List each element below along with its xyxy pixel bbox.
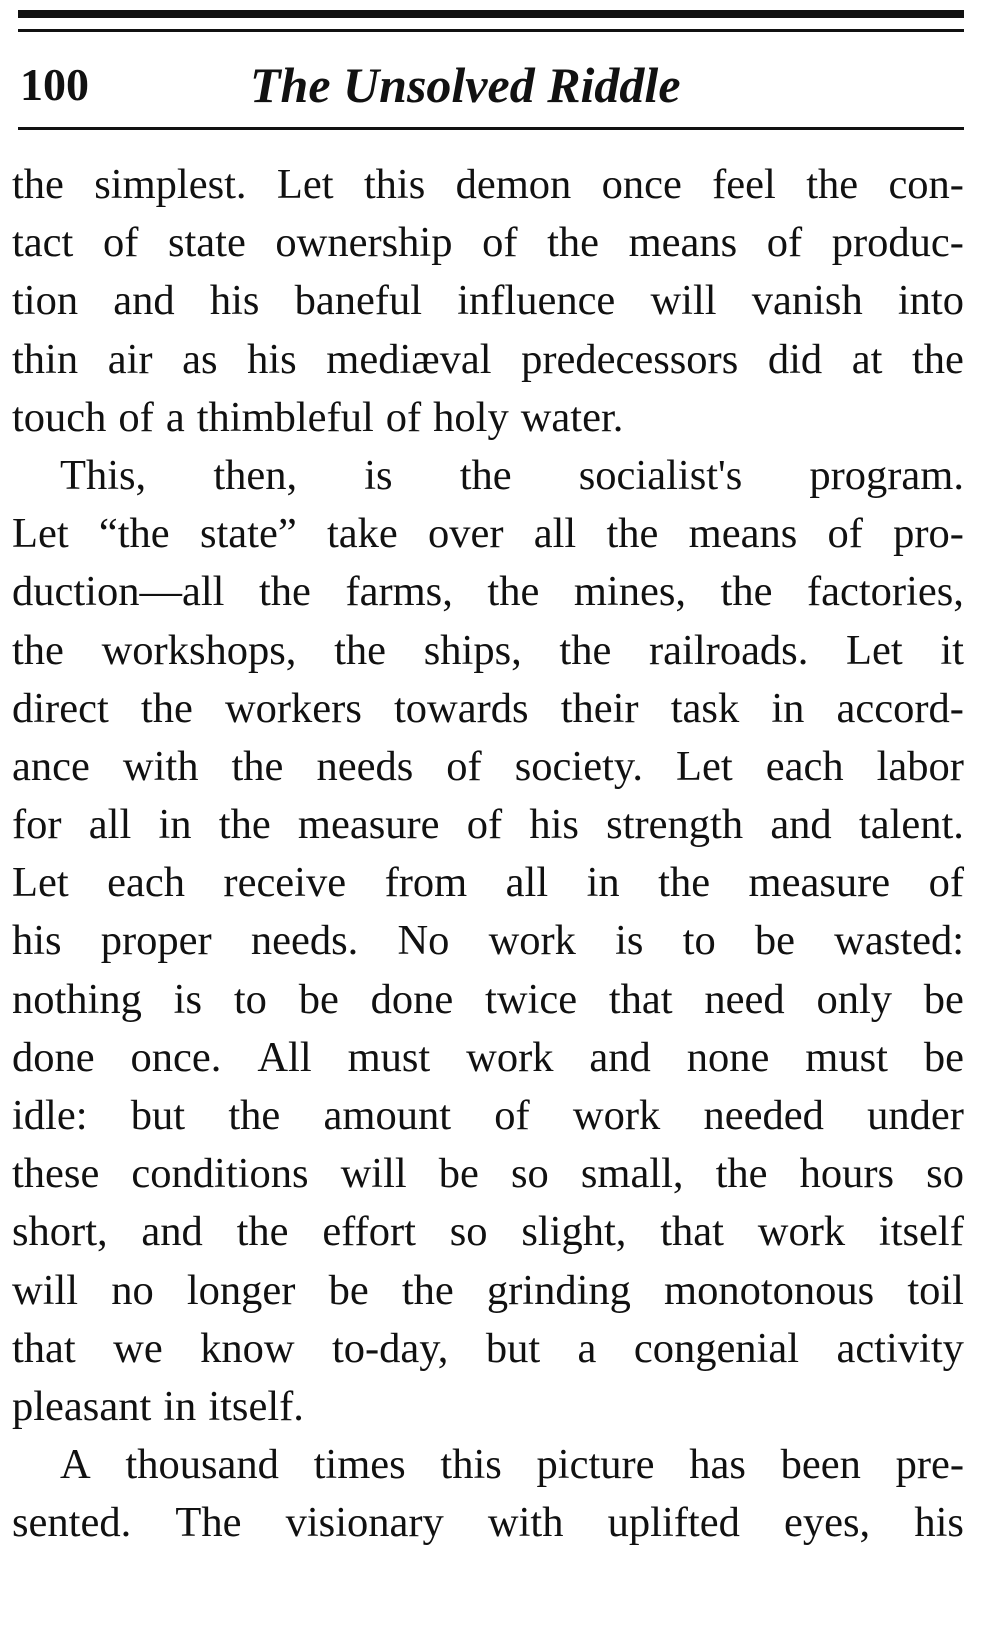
word: then, (213, 451, 298, 499)
page-number: 100 (20, 59, 89, 110)
word: touch (12, 393, 107, 441)
word: must (347, 1033, 431, 1081)
word: need (704, 975, 785, 1023)
word: talent. (858, 801, 964, 849)
word: the (259, 568, 311, 616)
word: measure (748, 859, 891, 907)
word: of (385, 393, 422, 441)
word: short, (12, 1208, 108, 1256)
word: proper (100, 917, 212, 965)
body-text (12, 156, 964, 1553)
word: program. (809, 451, 964, 499)
paragraph (12, 1436, 964, 1552)
word: workers (224, 684, 362, 732)
word: only (816, 975, 892, 1023)
word: the (720, 568, 773, 616)
word: once. (130, 1033, 222, 1081)
word: work (572, 1092, 661, 1139)
word: effort (322, 1208, 416, 1256)
word: the (12, 161, 64, 208)
word: all (505, 859, 549, 907)
word: under (867, 1092, 964, 1139)
word: of (766, 219, 803, 267)
word: Let (12, 859, 69, 907)
word: the (459, 451, 512, 499)
word: been (780, 1441, 861, 1489)
word: work (466, 1033, 554, 1081)
word: needed (703, 1092, 824, 1139)
word: means (688, 510, 798, 558)
word: pleasant (12, 1382, 152, 1430)
word: over (427, 510, 504, 558)
word: is (364, 451, 393, 499)
text-line (12, 214, 964, 272)
text-line (12, 680, 964, 738)
word: ance (12, 742, 90, 790)
word: the (606, 510, 659, 558)
word: holy (433, 393, 509, 441)
word: picture (536, 1441, 655, 1489)
word: hours (799, 1150, 895, 1198)
word: it (940, 626, 964, 674)
word: his (529, 801, 579, 849)
word: the (228, 1092, 281, 1139)
word: of (928, 859, 964, 907)
word: task (670, 684, 740, 732)
word: the (911, 335, 964, 383)
word: in (586, 859, 620, 907)
word: state” (199, 510, 297, 558)
word: at (851, 335, 883, 383)
word: itself. (208, 1382, 304, 1430)
word: take (326, 510, 398, 558)
word: state (167, 219, 246, 267)
word: this (363, 161, 426, 208)
word: so (926, 1150, 964, 1198)
word: as (182, 335, 218, 383)
word: for (12, 801, 62, 849)
word: times (313, 1441, 406, 1489)
word: is (173, 975, 203, 1023)
text-line (12, 563, 964, 621)
word: idle: (12, 1092, 88, 1139)
word: their (560, 684, 639, 732)
word: farms, (345, 568, 453, 616)
word: done (370, 975, 454, 1023)
word: itself (878, 1208, 964, 1256)
word: has (689, 1441, 746, 1489)
word: no (111, 1266, 154, 1314)
word: in (771, 684, 805, 732)
word: this (440, 1441, 502, 1489)
text-line (12, 1029, 964, 1087)
word: to-day, (331, 1324, 449, 1372)
word: each (107, 859, 185, 907)
word: know (200, 1324, 295, 1372)
paragraph (12, 447, 964, 1436)
word: these (12, 1150, 100, 1198)
text-line (12, 331, 964, 389)
word: nothing (12, 975, 142, 1023)
word: so (449, 1208, 488, 1256)
word: once (601, 161, 682, 208)
word: grinding (486, 1266, 631, 1314)
word: means (628, 219, 738, 267)
word: with (122, 742, 199, 790)
word: the (559, 626, 612, 674)
word: uplifted (607, 1499, 740, 1547)
word: work (757, 1208, 846, 1256)
word: the (12, 626, 64, 674)
text-line (12, 272, 964, 330)
word: the (547, 219, 599, 267)
word: baneful (294, 277, 423, 325)
word: and (113, 277, 175, 325)
word: con- (888, 161, 964, 208)
word: the (334, 626, 387, 674)
text-line (12, 1320, 964, 1378)
word: needs. (250, 917, 359, 965)
text-line (12, 1145, 964, 1203)
word: but (130, 1092, 186, 1139)
word: to (233, 975, 267, 1023)
word: pre- (895, 1441, 964, 1489)
paragraph (12, 156, 964, 447)
word: conditions (131, 1150, 309, 1198)
word: Let (846, 626, 903, 674)
word: of (102, 219, 139, 267)
word: simplest. (94, 161, 247, 208)
text-line (12, 389, 964, 447)
text-line (12, 505, 964, 563)
word: predecessors (521, 335, 739, 383)
word: none (686, 1033, 770, 1081)
word: ships, (423, 626, 522, 674)
word: society. (514, 742, 643, 790)
word: slight, (521, 1208, 627, 1256)
word: eyes, (784, 1499, 871, 1547)
word: but (485, 1324, 541, 1372)
word: the (218, 801, 271, 849)
text-line (12, 738, 964, 796)
word: thousand (125, 1441, 279, 1489)
text-line (12, 1262, 964, 1320)
word: in (163, 1382, 197, 1430)
word: thimbleful (196, 393, 374, 441)
word: labor (876, 742, 964, 790)
word: work (488, 917, 576, 965)
word: Let (676, 742, 733, 790)
word: the (401, 1266, 454, 1314)
word: receive (223, 859, 347, 907)
word: done (12, 1033, 95, 1081)
word: factories, (806, 568, 964, 616)
word: mines, (573, 568, 686, 616)
word: in (158, 801, 192, 849)
word: activity (836, 1324, 964, 1372)
word: of (466, 801, 503, 849)
word: direct (12, 684, 109, 732)
word: will (650, 277, 717, 325)
word: his (209, 277, 260, 325)
word: This, (60, 451, 147, 499)
running-header (20, 55, 964, 125)
word: ownership (275, 219, 453, 267)
word: Let (276, 161, 334, 208)
word: strength (606, 801, 744, 849)
word: small, (580, 1150, 684, 1198)
word: all (533, 510, 577, 558)
word: will (12, 1266, 79, 1314)
word: we (113, 1324, 163, 1372)
word: needs (316, 742, 414, 790)
header-underline-rule (18, 127, 964, 130)
word: be (298, 975, 339, 1023)
word: monotonous (664, 1266, 875, 1314)
word: from (384, 859, 468, 907)
word: water. (520, 393, 624, 441)
word: tion (12, 277, 79, 325)
word: toil (907, 1266, 964, 1314)
word: be (923, 975, 964, 1023)
word: of (494, 1092, 530, 1139)
word: visionary (285, 1499, 444, 1547)
word: of (446, 742, 482, 790)
text-line (12, 1378, 964, 1436)
text-line (12, 971, 964, 1029)
word: of (482, 219, 518, 267)
word: No (397, 917, 450, 965)
word: a (577, 1324, 597, 1372)
text-line (12, 1203, 964, 1261)
word: vanish (751, 277, 863, 325)
word: the (231, 742, 284, 790)
text-line (12, 1494, 964, 1552)
word: measure (297, 801, 440, 849)
word: thin (12, 335, 79, 383)
word: pro- (893, 510, 964, 558)
word: mediæval (326, 335, 492, 383)
text-line (12, 622, 964, 680)
word: the (236, 1208, 289, 1256)
word: the (715, 1150, 768, 1198)
word: the (806, 161, 859, 208)
word: be (754, 917, 795, 965)
word: his (12, 917, 62, 965)
header-rule-thick (18, 10, 964, 18)
word: longer (186, 1266, 296, 1314)
word: sented. (12, 1499, 132, 1547)
word: duction—all (12, 568, 225, 616)
text-line (12, 447, 964, 505)
word: produc- (831, 219, 964, 267)
word: wasted: (834, 917, 964, 965)
word: be (923, 1033, 964, 1081)
word: All (257, 1033, 312, 1081)
word: be (328, 1266, 369, 1314)
word: into (897, 277, 964, 325)
word: that (608, 975, 673, 1023)
text-line (12, 796, 964, 854)
word: feel (712, 161, 776, 208)
text-line (12, 912, 964, 970)
word: did (767, 335, 823, 383)
word: so (510, 1150, 549, 1198)
word: demon (455, 161, 572, 208)
word: and (770, 801, 832, 849)
word: to (682, 917, 716, 965)
word: that (12, 1324, 76, 1372)
word: each (765, 742, 844, 790)
word: of (827, 510, 863, 558)
word: all (88, 801, 132, 849)
word: must (805, 1033, 888, 1081)
word: tact (12, 219, 74, 267)
word: amount (323, 1092, 452, 1139)
word: will (340, 1150, 407, 1198)
word: be (438, 1150, 479, 1198)
word: accord- (836, 684, 964, 732)
word: his (247, 335, 297, 383)
word: workshops, (101, 626, 297, 674)
word: and (141, 1208, 203, 1256)
word: socialist's (578, 451, 743, 499)
word: a (165, 393, 185, 441)
word: twice (485, 975, 578, 1023)
word: the (140, 684, 193, 732)
text-line (12, 1087, 964, 1145)
word: the (487, 568, 540, 616)
word: and (589, 1033, 651, 1081)
word: is (615, 917, 644, 965)
word: congenial (633, 1324, 800, 1372)
word: that (660, 1208, 724, 1256)
word: with (487, 1499, 564, 1547)
word: towards (394, 684, 529, 732)
text-line (12, 156, 964, 214)
word: Let (12, 510, 69, 558)
word: A (60, 1441, 91, 1489)
word: The (175, 1499, 242, 1547)
word: his (914, 1499, 964, 1547)
word: “the (98, 510, 170, 558)
word: railroads. (649, 626, 809, 674)
running-title: The Unsolved Riddle (250, 57, 681, 113)
text-line (12, 1436, 964, 1494)
header-rule-thin (18, 29, 964, 32)
word: of (118, 393, 154, 441)
text-line (12, 854, 964, 912)
word: the (658, 859, 711, 907)
word: influence (457, 277, 616, 325)
word: air (107, 335, 153, 383)
